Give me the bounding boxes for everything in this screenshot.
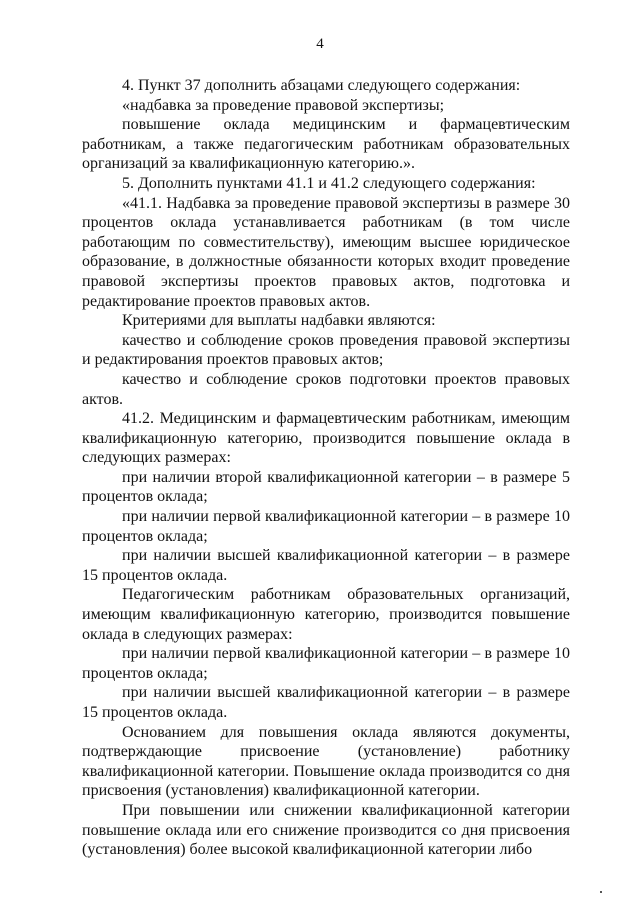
paragraph: 5. Дополнить пунктами 41.1 и 41.2 следующего содержания:	[122, 174, 536, 192]
paragraph: при наличии высшей квалификационной категории – в размере 15 процентов оклада.	[82, 547, 570, 584]
paragraph: «41.1. Надбавка за проведение правовой экспертизы в размере 30 процентов оклада устанавливается работникам (в том числе работающим по совместительству), имеющим высшее юридическое образование, в должностные обязанности которых входит проведение правовой экспертизы проектов правовых актов, подготовка и редактирование проектов правовых актов.	[82, 194, 570, 310]
paragraph: повышение оклада медицинским и фармацевтическим работникам, а также педагогическим работникам образовательных организаций за квалификационную категорию.».	[82, 116, 570, 173]
paragraph: «надбавка за проведение правовой экспертизы;	[122, 96, 445, 114]
paragraph: качество и соблюдение сроков подготовки проектов правовых актов.	[82, 370, 570, 408]
paragraph: Критериями для выплаты надбавки являются:	[122, 312, 436, 330]
document-body	[82, 76, 570, 860]
paragraph: при наличии второй квалификационной категории – в размере 5 процентов оклада;	[82, 468, 570, 506]
paragraph: 4. Пункт 37 дополнить абзацами следующего содержания:	[122, 77, 521, 94]
paragraph: Основанием для повышения оклада являются документы, подтверждающие присвоение (установление) работнику квалификационной категории. Повышение оклада производится со дня присвоения (установления) квалификационной категории.	[82, 723, 570, 800]
paragraph: при наличии первой квалификационной категории – в размере 10 процентов оклада;	[82, 508, 570, 545]
paragraph: качество и соблюдение сроков проведения правовой экспертизы и редактирования проектов правовых актов;	[82, 331, 570, 369]
paragraph: при наличии высшей квалификационной категории – в размере 15 процентов оклада.	[82, 684, 570, 721]
paragraph: 41.2. Медицинским и фармацевтическим работникам, имеющим квалификационную категорию, производится повышение оклада в следующих размерах:	[82, 410, 570, 467]
scan-speck	[600, 891, 602, 893]
paragraph: При повышении или снижении квалификационной категории повышение оклада или его снижение производится со дня присвоения (установления) более высокой квалификационной категории либо	[82, 801, 570, 859]
page-number: 4	[316, 36, 324, 52]
paragraph: Педагогическим работникам образовательных организаций, имеющим квалификационную категорию, производится повышение оклада в следующих размерах:	[82, 586, 570, 643]
paragraph: при наличии первой квалификационной категории – в размере 10 процентов оклада;	[82, 645, 570, 682]
